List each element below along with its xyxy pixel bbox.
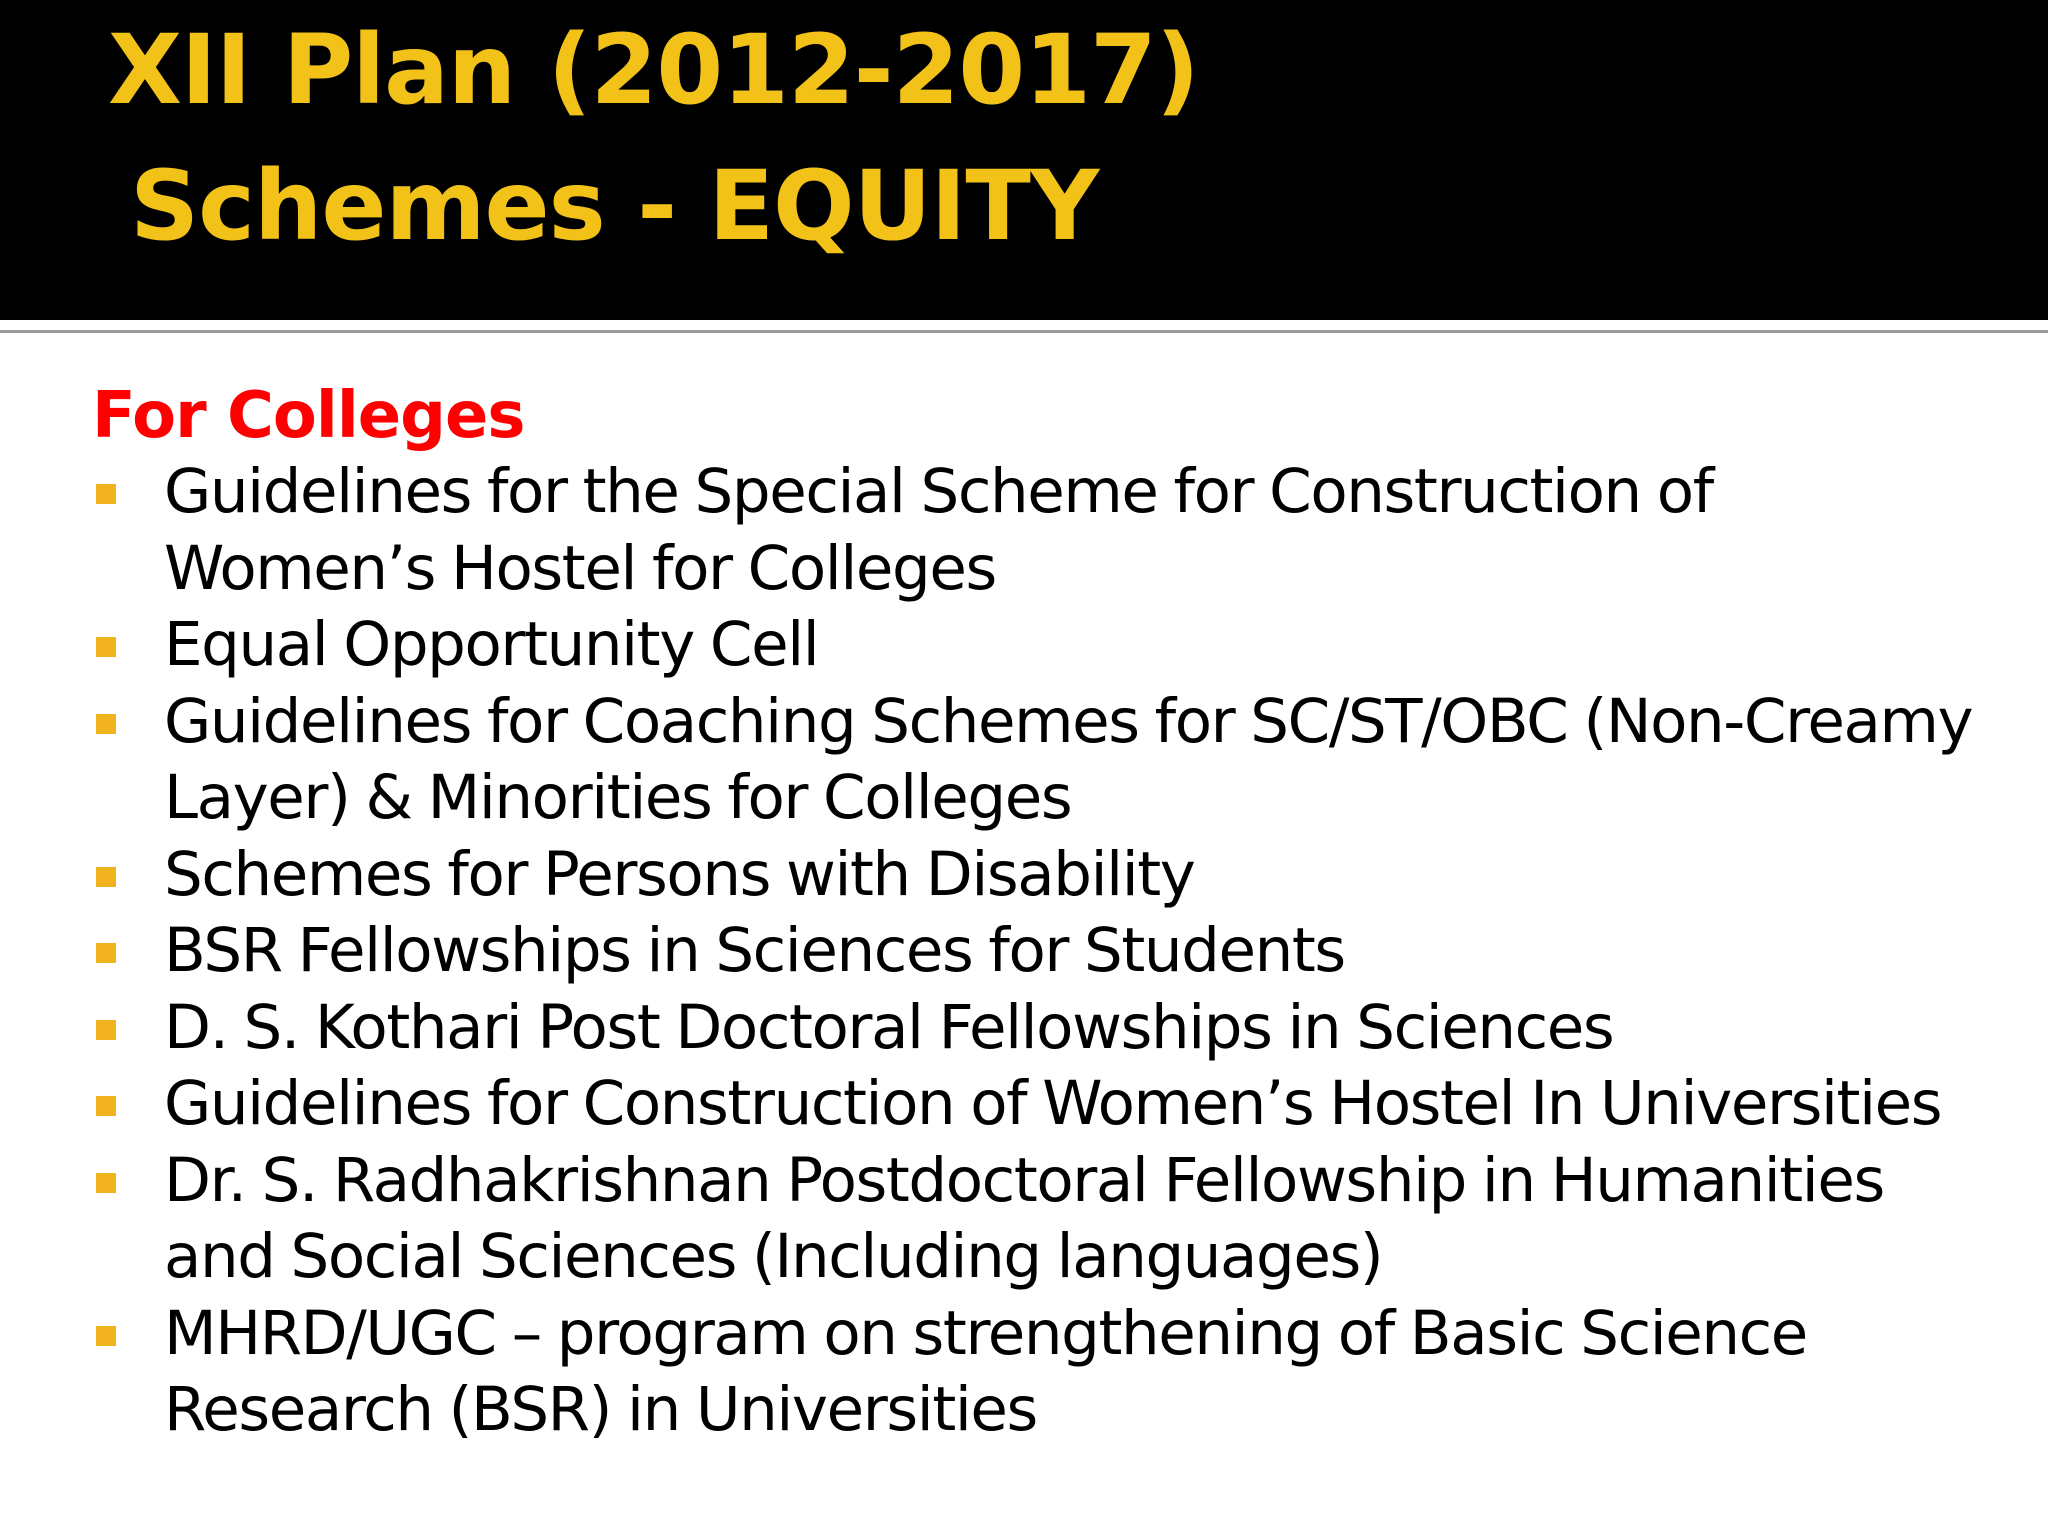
square-bullet-icon	[96, 1326, 116, 1346]
list-item-text: Schemes for Persons with Disability	[164, 838, 1195, 910]
square-bullet-icon	[96, 1173, 116, 1193]
list-item-text: Equal Opportunity Cell	[164, 609, 819, 680]
list-item	[92, 1143, 1992, 1296]
list-item	[92, 1296, 1992, 1449]
square-bullet-icon	[96, 867, 116, 887]
list-item-text: Guidelines for Coaching Schemes for SC/ST/OBC (Non-Creamy Layer) & Minorities for Colleges	[164, 685, 1973, 833]
list-item-text: Guidelines for the Special Scheme for Construction of Women’s Hostel for Colleges	[164, 456, 1713, 604]
list-item-text: D. S. Kothari Post Doctoral Fellowships in Sciences	[164, 991, 1614, 1063]
list-item-text: Guidelines for Construction of Women’s Hostel In Universities	[164, 1068, 1942, 1139]
list-item	[92, 990, 1992, 1067]
section-heading: For Colleges	[92, 379, 525, 453]
square-bullet-icon	[96, 637, 116, 657]
square-bullet-icon	[96, 1096, 116, 1116]
list-item	[92, 684, 1992, 837]
list-item-text: MHRD/UGC – program on strengthening of Basic Science Research (BSR) in Universities	[164, 1297, 1807, 1445]
square-bullet-icon	[96, 943, 116, 963]
title-divider-white	[0, 320, 2048, 324]
list-item	[92, 1066, 1992, 1143]
title-divider-gray	[0, 330, 2048, 333]
list-item	[92, 837, 1992, 914]
list-item	[92, 607, 1992, 684]
list-item-text: Dr. S. Radhakrishnan Postdoctoral Fellowship in Humanities and Social Sciences (Including languages)	[164, 1144, 1884, 1292]
list-item-text: BSR Fellowships in Sciences for Students	[164, 915, 1345, 986]
square-bullet-icon	[96, 484, 116, 504]
square-bullet-icon	[96, 1020, 116, 1040]
slide-title-line-2: Schemes - EQUITY	[130, 150, 1099, 262]
scheme-list	[92, 454, 1992, 1449]
slide-body	[92, 378, 1992, 1449]
square-bullet-icon	[96, 714, 116, 734]
list-item	[92, 913, 1992, 990]
list-item	[92, 454, 1992, 607]
title-band	[0, 0, 2048, 320]
slide-title-line-1: XII Plan (2012-2017)	[108, 14, 1199, 126]
